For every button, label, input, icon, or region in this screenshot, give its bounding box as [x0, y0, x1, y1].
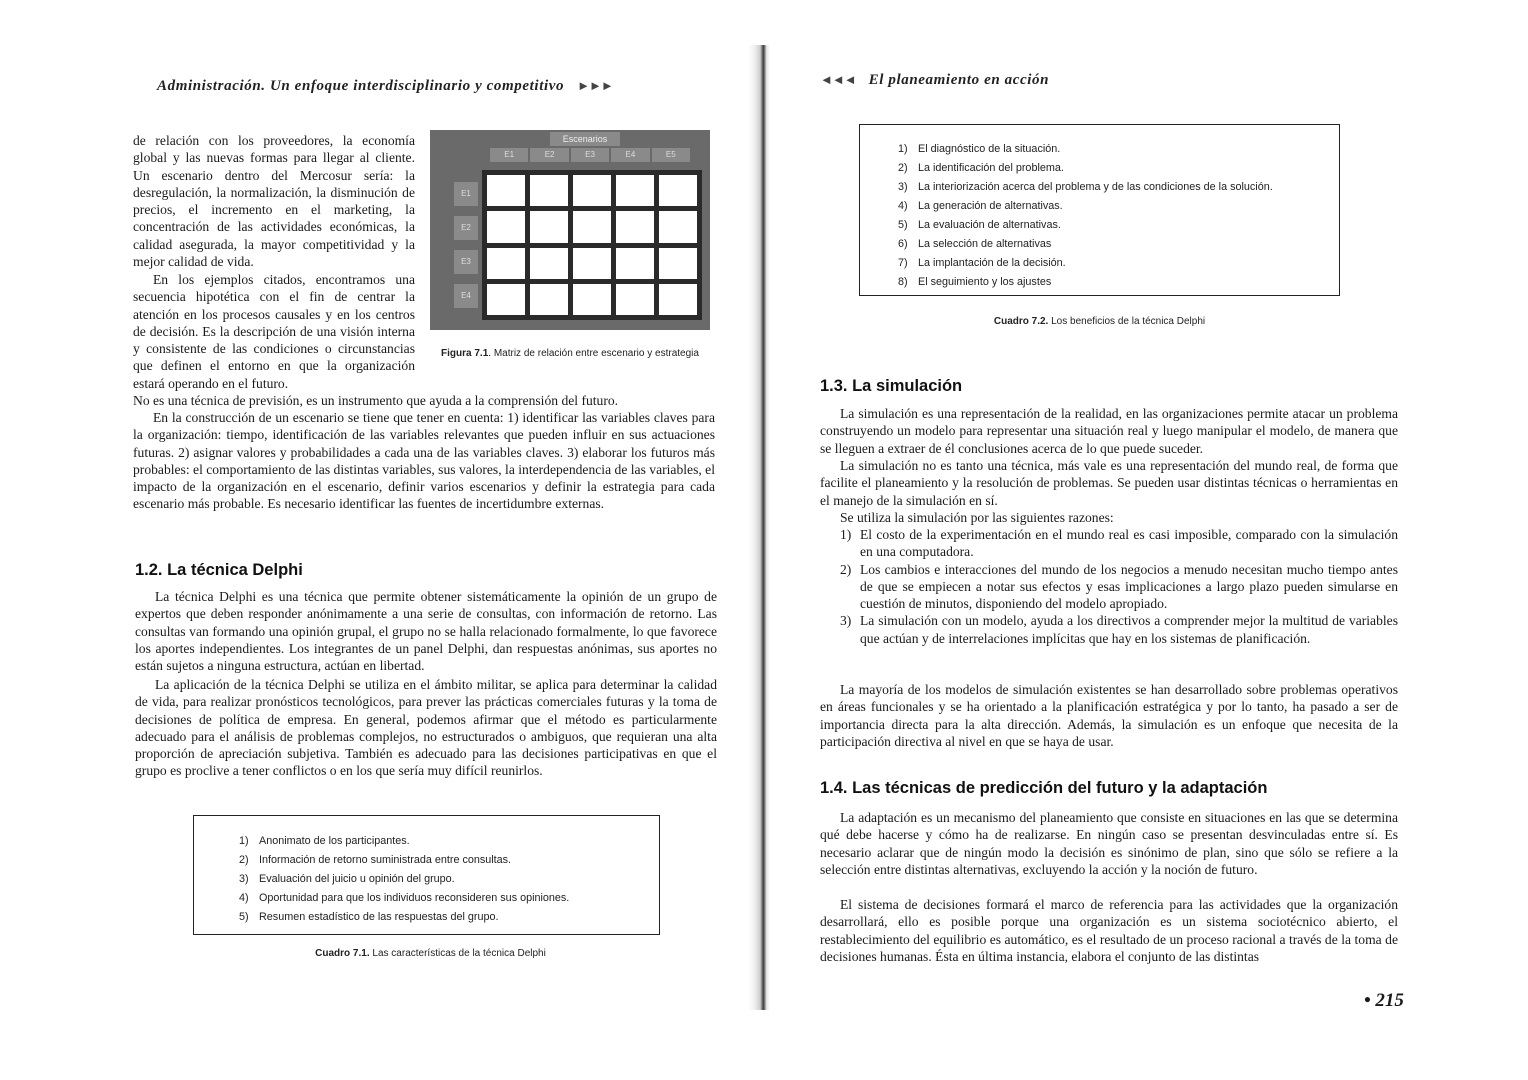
- list-item: [840, 612, 1398, 647]
- figure-title: Escenarios: [550, 132, 620, 146]
- simulation-paragraph-3: La mayoría de los modelos de simulación existentes se han desarrollado sobre problemas operativos en áreas funcionales y se ha orientado a la planificación estratégica y por lo tanto, ha pasado a ser de importancia directa para la alta dirección. Además, la simulación es un enfoque que necesita de la participación directiva al nivel en que se haya de usar.: [820, 682, 1398, 749]
- list-item: [840, 561, 1398, 613]
- delphi-benefits-box: [859, 124, 1340, 296]
- item-number: 5): [898, 219, 908, 231]
- list-item: [898, 273, 1339, 292]
- item-number: 8): [898, 276, 908, 288]
- figure-col-label: E2: [530, 148, 568, 162]
- figure-col-label: E5: [652, 148, 690, 162]
- figure-caption-text: . Matriz de relación entre escenario y estrategia: [488, 348, 699, 359]
- item-number: 2): [840, 561, 852, 577]
- characteristics-list: [194, 816, 659, 927]
- left-running-head: [157, 78, 613, 95]
- list-item: [840, 526, 1398, 561]
- forecast-paragraph: No es una técnica de previsión, es un instrumento que ayuda a la comprensión del futuro.: [133, 393, 619, 408]
- right-running-head: [820, 72, 1049, 89]
- item-text: Anonimato de los participantes.: [259, 835, 410, 847]
- figure-col-label: E1: [490, 148, 528, 162]
- table-7-1-caption: [243, 948, 618, 959]
- list-item: [898, 140, 1339, 159]
- matrix-cell: [616, 248, 654, 279]
- matrix-cell: [530, 211, 568, 242]
- figure-scenario-matrix: [430, 130, 710, 330]
- item-text: El costo de la experimentación en el mundo real es casi imposible, comparado con la simulación en una computadora.: [860, 527, 1398, 560]
- matrix-cell: [616, 284, 654, 315]
- item-number: 6): [898, 238, 908, 250]
- item-text: El diagnóstico de la situación.: [918, 143, 1061, 155]
- figure-col-label: E4: [611, 148, 649, 162]
- item-text: La simulación con un modelo, ayuda a los directivos a comprender mejor la multitud de variables que actúan y de interrelaciones implícitas que hay en los sistemas de planificación.: [860, 613, 1398, 646]
- prediction-paragraph-2: El sistema de decisiones formará el marco de referencia para las actividades que la organización desarrollará, ello es posible porque una organización es un sistema sociotécnico abierto, el restablecimiento del equilibrio es automático, es el resultado de un proceso racional a través de la toma de decisiones humanas. Ésta en última instancia, elabora el conjunto de las distintas: [820, 897, 1398, 964]
- forward-arrows-icon: ►►►: [577, 78, 613, 93]
- matrix-cell: [573, 211, 611, 242]
- item-number: 1): [239, 835, 249, 847]
- figure-row-labels: [454, 182, 478, 312]
- item-number: 2): [239, 854, 249, 866]
- left-running-head-text: Administración. Un enfoque interdisciplinario y competitivo: [157, 78, 565, 94]
- right-page: [772, 0, 1528, 1080]
- delphi-paragraph-1: La técnica Delphi es una técnica que permite obtener sistemáticamente la opinión de un grupo de expertos que deben responder anónimamente a una serie de consultas, con información de retorno. Las consultas van formando una opinión grupal, el grupo no se halla relacionado formalmente, lo que favorece los aportes independientes. Los integrantes de un panel Delphi, dan respuestas anónimas, sus aportes no están sujetos a ninguna estructura, actúan en libertad.: [135, 589, 717, 674]
- item-number: 2): [898, 162, 908, 174]
- item-text: Oportunidad para que los individuos reconsideren sus opiniones.: [259, 892, 570, 904]
- table-7-2-caption: [932, 316, 1267, 327]
- right-running-head-text: El planeamiento en acción: [868, 72, 1050, 88]
- figure-caption: [440, 348, 700, 359]
- matrix-cell: [530, 284, 568, 315]
- item-text: La selección de alternativas: [918, 238, 1052, 250]
- list-item: [898, 178, 1339, 197]
- item-number: 4): [898, 200, 908, 212]
- matrix-cell: [487, 175, 525, 206]
- delphi-heading: 1.2. La técnica Delphi: [135, 561, 303, 579]
- item-text: La implantación de la decisión.: [918, 257, 1066, 269]
- matrix-cell: [487, 211, 525, 242]
- simulation-paragraph-1: La simulación es una representación de la realidad, en las organizaciones permite atacar un problema construyendo un modelo para representar una situación real y luego manipular el modelo, de manera que se lleguen a extraer de él conclusiones acerca de lo que puede suceder.: [820, 406, 1398, 456]
- caption-text: Las características de la técnica Delphi: [369, 948, 546, 959]
- item-text: Resumen estadístico de las respuestas del grupo.: [259, 911, 499, 923]
- delphi-characteristics-box: [193, 815, 660, 935]
- item-number: 5): [239, 911, 249, 923]
- examples-paragraph: En los ejemplos citados, encontramos una secuencia hipotética con el fin de centrar la atención en los procesos causales y en los centros de decisión. Es la descripción de una visión interna y consistente de las condiciones o circunstancias que definen el entorno en que la organización estará operando en el futuro.: [133, 272, 415, 391]
- simulation-paragraph-2: La simulación no es tanto una técnica, más vale es una representación del mundo real, de forma que facilite el planeamiento y la resolución de problemas. Se pueden usar distintas técnicas o herramientas en el manejo de la simulación en sí.: [820, 458, 1398, 508]
- item-text: La identificación del problema.: [918, 162, 1064, 174]
- matrix-cell: [573, 175, 611, 206]
- caption-text: Los beneficios de la técnica Delphi: [1048, 316, 1206, 327]
- matrix-cell: [616, 211, 654, 242]
- page-number: • 215: [1364, 990, 1404, 1011]
- list-item: [898, 216, 1339, 235]
- item-text: Evaluación del juicio u opinión del grupo.: [259, 873, 455, 885]
- item-text: La generación de alternativas.: [918, 200, 1063, 212]
- matrix-cell: [573, 284, 611, 315]
- item-text: Los cambios e interacciones del mundo de los negocios a menudo necesitan mucho tiempo antes de que se empiecen a notar sus efectos y esas implicaciones a largo plazo pueden simularse en cuestión de minutos, disponiendo del modelo apropiado.: [860, 561, 1398, 612]
- figure-row-label: E3: [454, 250, 478, 274]
- list-item: [239, 908, 659, 927]
- matrix-cell: [487, 248, 525, 279]
- matrix-cell: [659, 284, 697, 315]
- back-arrows-icon: ◄◄◄: [820, 72, 856, 87]
- left-page: [0, 0, 760, 1080]
- item-text: El seguimiento y los ajustes: [918, 276, 1052, 288]
- matrix-cell: [530, 175, 568, 206]
- item-number: 7): [898, 257, 908, 269]
- list-item: [239, 832, 659, 851]
- figure-row-label: E4: [454, 284, 478, 308]
- figure-matrix-grid: [482, 170, 702, 320]
- item-number: 3): [840, 613, 852, 629]
- prediction-paragraph-1: La adaptación es un mecanismo del planeamiento que consiste en situaciones en las que se determina qué debe hacerse y cómo ha de realizarse. En ningún caso se presentan desvinculadas entre sí. Es necesario aclarar que de ningún modo la decisión es sinónimo de plan, sino que sólo se refiere a la selección entre distintas alternativas, excluyendo la acción y la noción de futuro.: [820, 810, 1398, 877]
- list-item: [898, 197, 1339, 216]
- matrix-cell: [659, 211, 697, 242]
- list-item: [239, 851, 659, 870]
- delphi-paragraph-2: La aplicación de la técnica Delphi se utiliza en el ámbito militar, se aplica para determinar la calidad de vida, para realizar pronósticos tecnológicos, para prever las prácticas comerciales futuras y la toma de decisiones de política de empresa. En general, podemos afirmar que el método es particularmente adecuado para el análisis de problemas complejos, no estructurados o ambiguos, que requieran una alta proporción de apreciación subjetiva. También es adecuado para las decisiones participativas en que el grupo es proclive a tener conflictos o en los que sería muy difícil reunirlos.: [135, 677, 717, 779]
- list-item: [239, 889, 659, 908]
- caption-label: Cuadro 7.1.: [315, 948, 370, 959]
- intro-paragraph: de relación con los proveedores, la economía global y las nuevas formas para llegar al cliente. Un escenario dentro del Mercosur sería: la desregulación, la normalización, la disminución de precios, el incremento en el marketing, la concentración de las actividades económicas, la calidad asegurada, la mayor competitividad y la mejor calidad de vida.: [133, 133, 415, 270]
- item-number: 3): [239, 873, 249, 885]
- item-text: Información de retorno suministrada entre consultas.: [259, 854, 512, 866]
- figure-row-label: E2: [454, 216, 478, 240]
- prediction-heading: 1.4. Las técnicas de predicción del futuro y la adaptación: [820, 779, 1268, 797]
- matrix-cell: [530, 248, 568, 279]
- construction-paragraph: En la construcción de un escenario se tiene que tener en cuenta: 1) identificar las variables claves para la organización: tiempo, identificación de las variables relevantes que pueden influir en sus actuaciones futuras. 2) asignar valores y probabilidades a cada una de las variables claves. 3) elaborar los futuros más probables: el comportamiento de las distintas variables, sus valores, la interdependencia de las variables, el impacto de la organización en el escenario, definir varios escenarios y definir la estrategia para cada escenario más probable. Es necesario identificar las fuentes de incertidumbre externas.: [133, 410, 715, 512]
- simulation-reasons-intro: Se utiliza la simulación por las siguientes razones:: [840, 510, 1114, 525]
- simulation-heading: 1.3. La simulación: [820, 377, 963, 395]
- figure-row-label: E1: [454, 182, 478, 206]
- item-number: 1): [840, 527, 852, 542]
- benefits-list: [860, 125, 1339, 292]
- figure-column-labels: [490, 148, 690, 162]
- list-item: [239, 870, 659, 889]
- item-number: 3): [898, 181, 908, 193]
- simulation-reasons-list: [840, 526, 1398, 647]
- matrix-cell: [659, 175, 697, 206]
- item-number: 4): [239, 892, 249, 904]
- figure-col-label: E3: [571, 148, 609, 162]
- matrix-cell: [616, 175, 654, 206]
- caption-label: Cuadro 7.2.: [993, 316, 1049, 327]
- figure-caption-label: Figura 7.1: [441, 348, 489, 359]
- list-item: [898, 254, 1339, 273]
- matrix-cell: [659, 248, 697, 279]
- item-number: 1): [898, 143, 908, 155]
- item-text: La evaluación de alternativas.: [918, 219, 1061, 231]
- list-item: [898, 235, 1339, 254]
- matrix-cell: [487, 284, 525, 315]
- list-item: [898, 159, 1339, 178]
- matrix-cell: [573, 248, 611, 279]
- item-text: La interiorización acerca del problema y de las condiciones de la solución.: [918, 181, 1273, 193]
